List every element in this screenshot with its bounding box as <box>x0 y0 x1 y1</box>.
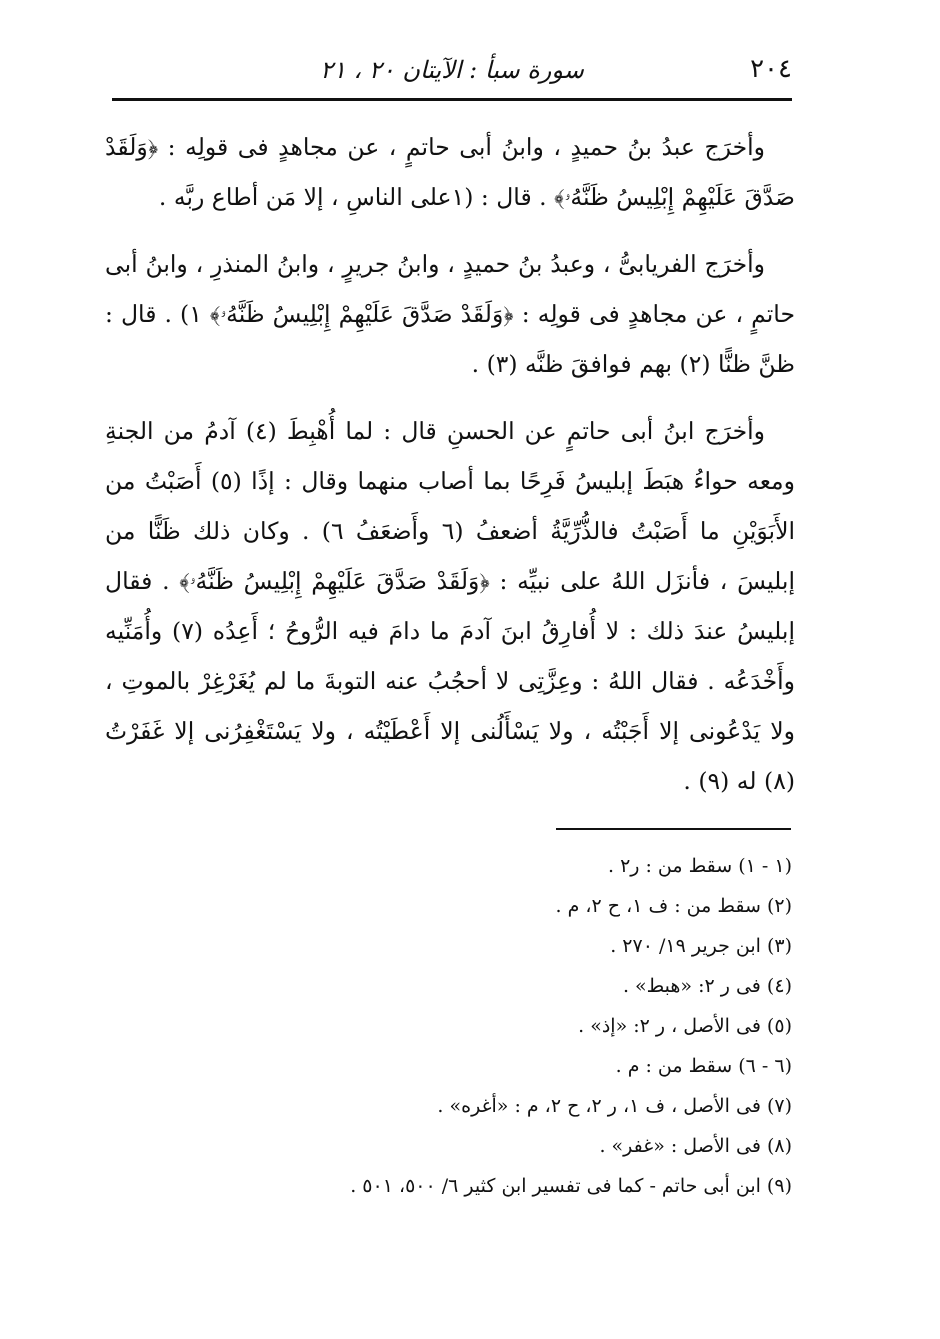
footnote: (٨) فى الأصل : «غفر» . <box>599 1135 792 1157</box>
paragraph: وأخرَج الفريابىُّ ، وعبدُ بنُ حميدٍ ، وابنُ جريرٍ ، وابنُ المنذرِ ، وابنُ أبى حاتمٍ ، عن مجاهدٍ فى قولِه : ﴿وَلَقَدْ صَدَّقَ عَلَيْهِمْ إِبْلِيسُ ظَنَّهُۥ﴾ ١) . قال : ظنَّ ظنًّا (٢) بهم فوافقَ ظنَّه (٣) . <box>105 250 795 378</box>
footnote: (٩) ابن أبى حاتم - كما فى تفسير ابن كثير ٦/ ٥٠٠، ٥٠١ . <box>350 1175 792 1197</box>
footnotes-list <box>300 846 792 1206</box>
page-header <box>112 48 792 101</box>
footnote: (٥) فى الأصل ، ر ٢: «إذ» . <box>578 1015 792 1037</box>
footnote: (٤) فى ر ٢: «هبط» . <box>622 975 792 997</box>
paragraph: وأخرَج ابنُ أبى حاتمٍ عن الحسنِ قال : لما أُهْبِطَ (٤) آدمُ من الجنةِ ومعه حواءُ هبَطَ إبليسُ فَرِحًا بما أصاب منهما وقال : إذًا (٥) أَصَبْتُ من الأَبَوَيْنِ ما أَصَبْتُ فالذُّرِّيَّةُ أضعفُ (٦ وأَضعَفُ ٦) . وكان ذلك ظَنًّا من إبليسَ ، فأنزَل اللهُ على نبيِّه : ﴿وَلَقَدْ صَدَّقَ عَلَيْهِمْ إِبْلِيسُ ظَنَّهُۥ﴾ . فقال إبليسُ عندَ ذلك : لا أُفارِقُ ابنَ آدمَ ما دامَ فيه الرُّوحُ ؛ أَعِدُه (٧) وأُمَنِّيه وأَخْدَعُه . فقال اللهُ : وعِزَّتِى لا أحجُبُ عنه التوبةَ ما لم يُغَرْغِرْ بالموتِ ، ولا يَدْعُونى إلا أَجَبْتُه ، ولا يَسْأَلُنى إلا أَعْطَيْتُه ، ولا يَسْتَغْفِرُنى إلا غَفَرْتُ (٨) له (٩) . <box>105 417 795 795</box>
main-text <box>105 122 795 823</box>
footnote: (٧) فى الأصل ، ف ١، ر ٢، ح ٢، م : «أغره» . <box>437 1095 792 1117</box>
footnote: (٣) ابن جرير ١٩/ ٢٧٠ . <box>610 935 792 957</box>
running-title: سورة سبأ : الآيتان ٢٠ ، ٢١ <box>320 56 584 84</box>
footnote-divider <box>556 828 791 830</box>
footnote: (١ - ١) سقط من : ر٢ . <box>607 855 792 877</box>
footnote: (٢) سقط من : ف ١، ح ٢، م . <box>555 895 792 917</box>
footnote: (٦ - ٦) سقط من : م . <box>615 1055 792 1077</box>
paragraph: وأخرَج عبدُ بنُ حميدٍ ، وابنُ أبى حاتمٍ ، عن مجاهدٍ فى قولِه : ﴿وَلَقَدْ صَدَّقَ عَلَيْهِمْ إِبْلِيسُ ظَنَّهُۥ﴾ . قال : (١على الناسِ ، إلا مَن أطاع ربَّه . <box>105 133 795 211</box>
page-number: ٢٠٤ <box>750 54 792 84</box>
